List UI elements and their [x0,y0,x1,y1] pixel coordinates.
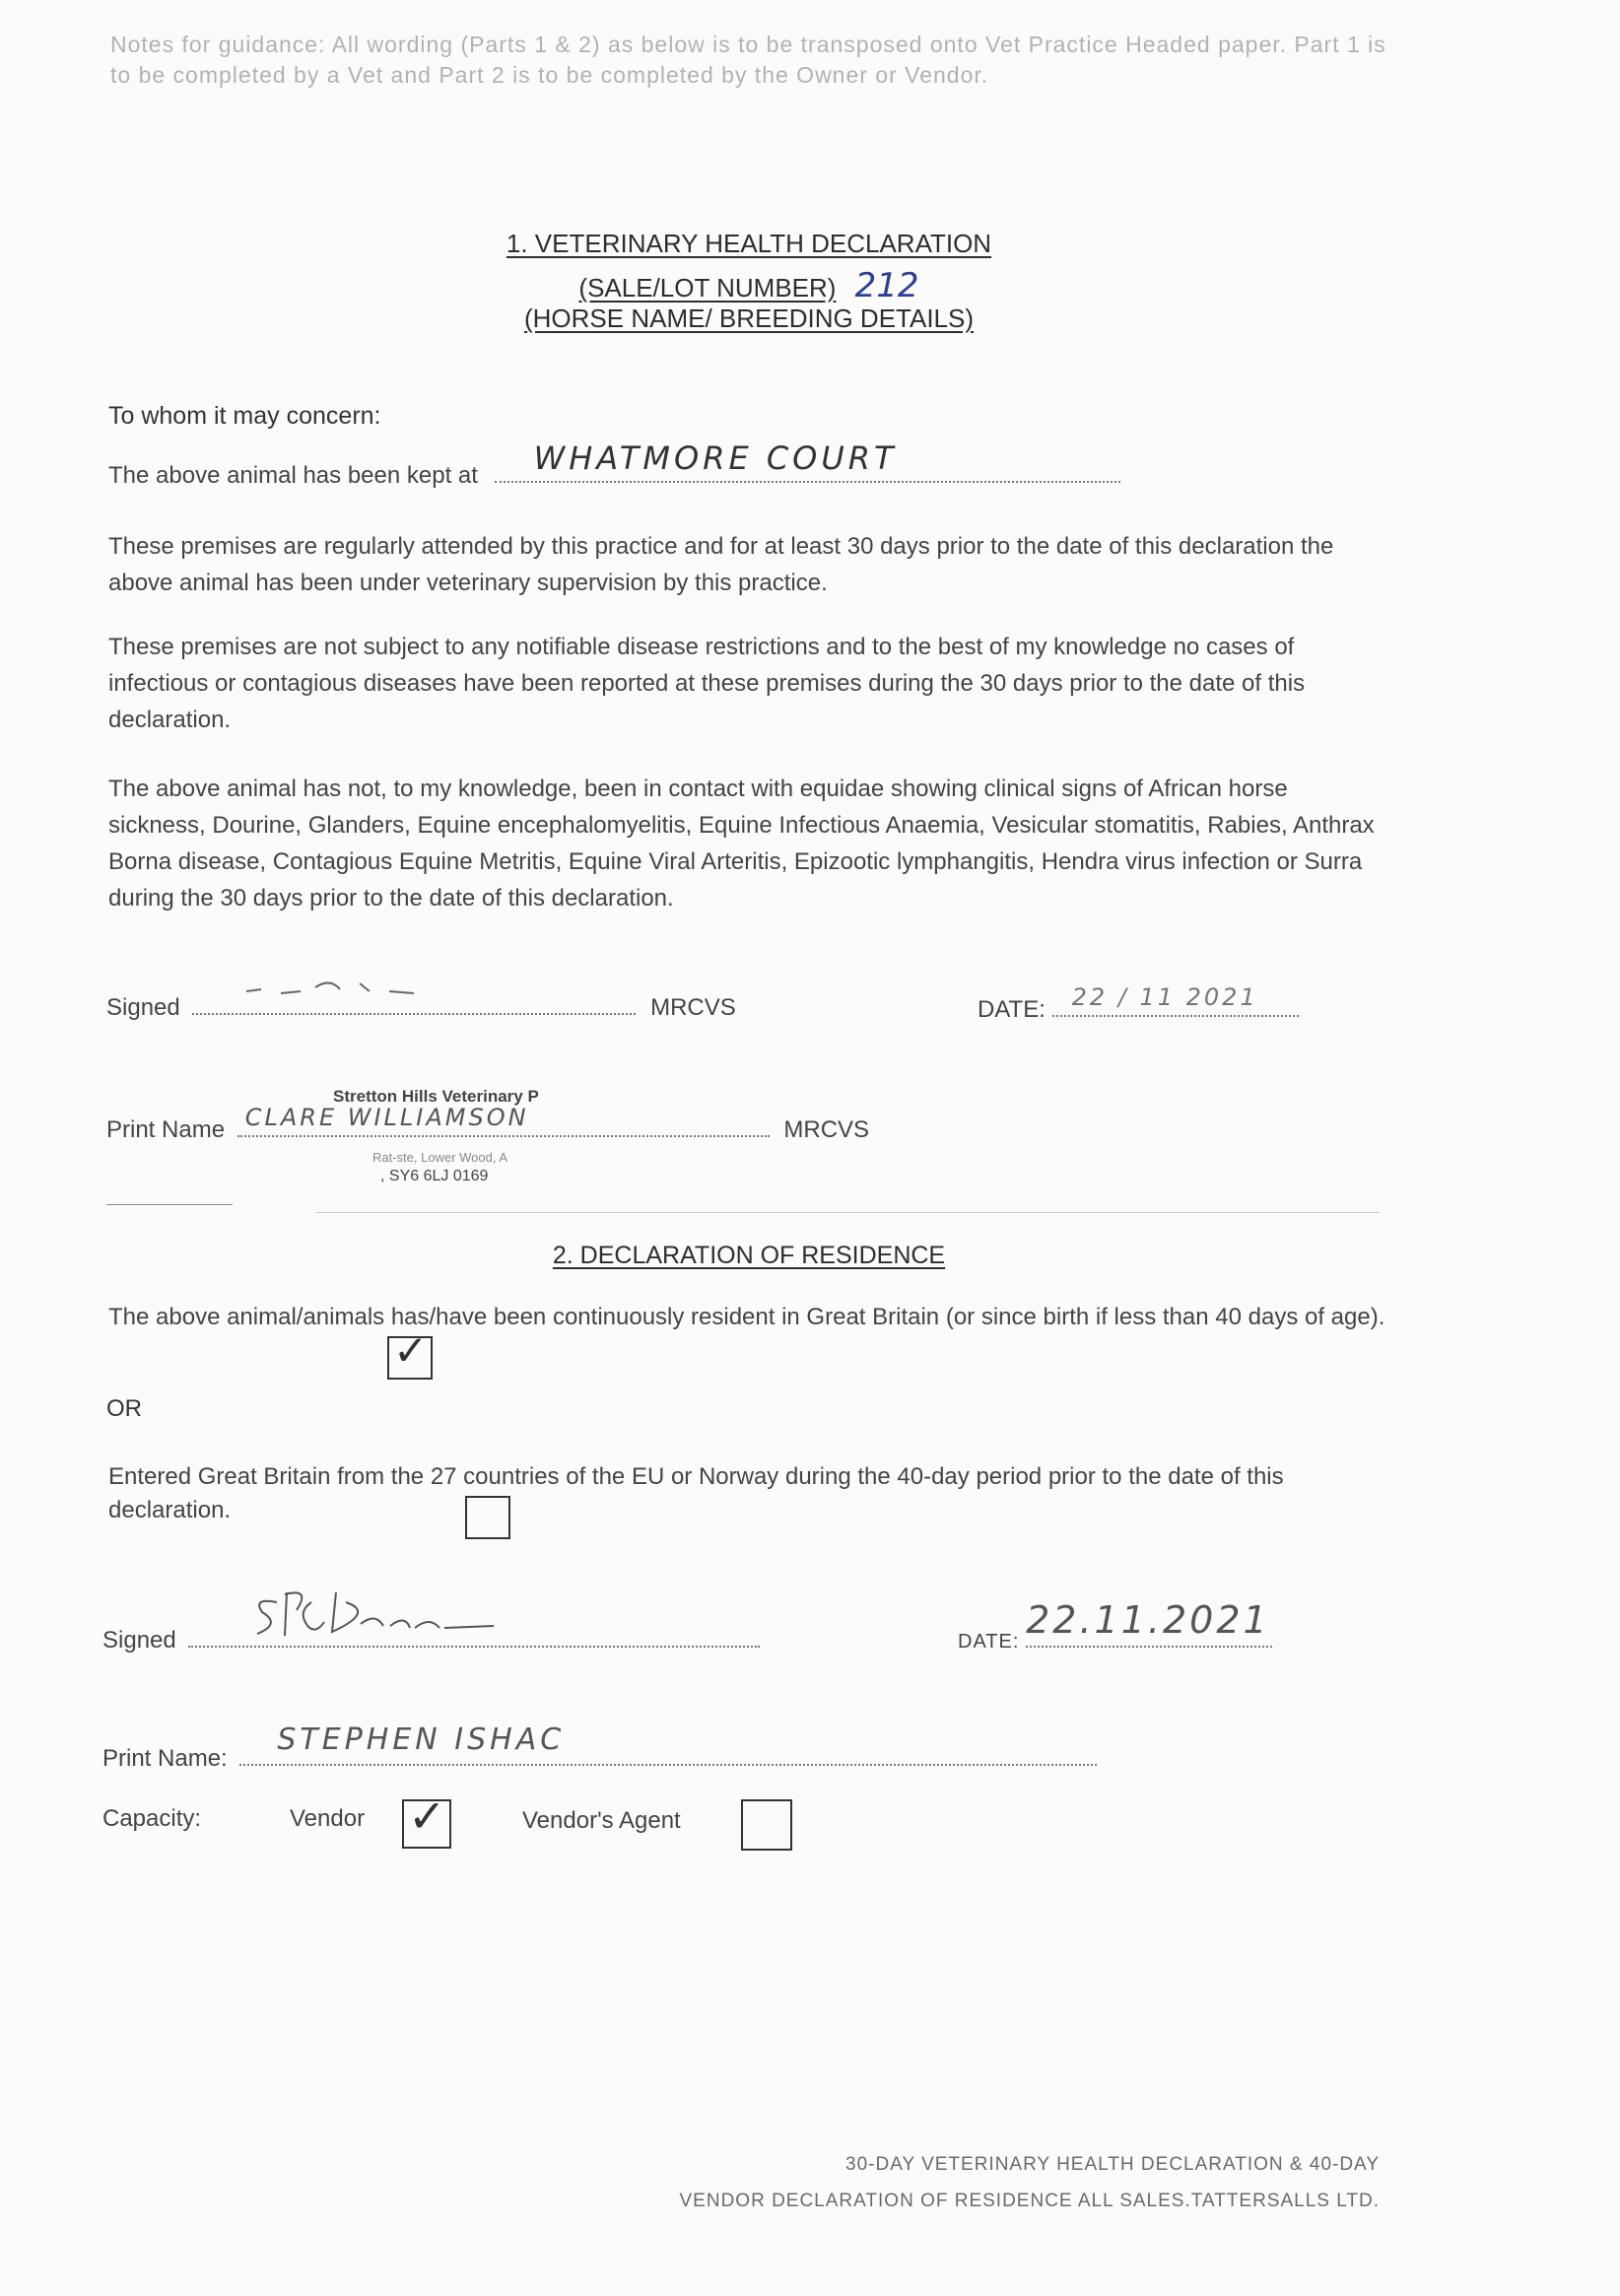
vet-print-name-value: CLARE WILLIAMSON [244,1104,529,1131]
vet-date-field [1052,983,1299,1017]
resident-tick-icon: ✓ [393,1327,429,1374]
vendor-print-name-row [102,1722,1097,1773]
contact-paragraph: The above animal has not, to my knowledge, been in contact with equidae showing clinical signs of African horse sickness, Dourine, Glanders, Equine encephalomyelitis, Equine Infectious Anaemia, Vesicular stomatitis, Rabies, Anthrax Borna disease, Contagious Equine Metritis, Equine Viral Arteritis, Epizootic lymphangitis, Hendra virus infection or Surra during the 30 days prior to the date of this declaration. [108,776,1375,912]
kept-at-label: The above animal has been kept at [108,462,478,489]
practice-stamp-line2: Rat-ste, Lower Wood, A [372,1150,508,1165]
kept-at-field [495,439,1120,483]
vendor-date-field [1026,1598,1272,1648]
capacity-label: Capacity: [102,1805,202,1832]
vendor-tick-icon: ✓ [408,1790,446,1842]
entered-checkbox[interactable] [465,1496,510,1539]
horse-name-label: (HORSE NAME/ BREEDING DETAILS) [523,304,975,333]
vendor-print-name-field [239,1722,1097,1766]
vendor-print-name-value: STEPHEN ISHAC [277,1722,566,1757]
vendor-signature-field [188,1622,760,1648]
vet-signed-label: Signed [106,994,180,1021]
vendor-date-label: DATE: [958,1631,1020,1653]
vendor-date-row [958,1598,1272,1654]
vendor-label: Vendor [290,1805,366,1832]
lot-number-value: 212 [854,266,919,305]
lot-number-line [0,266,1498,305]
vendor-date-value: 22.11.2021 [1026,1598,1270,1642]
section-divider-left [106,1204,233,1205]
guidance-notes: Notes for guidance: All wording (Parts 1 & 2) as below is to be transposed onto Vet Practice Headed paper. Part 1 is to be completed by a Vet and Part 2 is to be completed by the Owner or Vendor. [110,32,1386,88]
greeting: To whom it may concern: [108,402,381,430]
resident-checkbox[interactable] [387,1327,433,1380]
entered-text: Entered Great Britain from the 27 countries of the EU or Norway during the 40-day period prior to the date of this declaration. [108,1463,1284,1523]
vet-mrcvs-label: MRCVS [650,994,736,1021]
vet-print-name-label: Print Name [106,1116,226,1143]
or-label: OR [106,1395,142,1422]
footer-line2: VENDOR DECLARATION OF RESIDENCE ALL SALES.TATTERSALLS LTD. [679,2191,1380,2211]
practice-stamp-line1: Stretton Hills Veterinary P [333,1087,539,1106]
vet-date-row [978,983,1299,1024]
vendor-signed-row [102,1622,760,1654]
vet-signed-row [106,989,736,1022]
vendor-agent-checkbox[interactable] [741,1799,792,1851]
kept-at-row [108,439,1120,490]
vet-signature-field [192,989,636,1015]
vendor-agent-label: Vendor's Agent [522,1807,681,1834]
vet-signature-scribble [241,974,439,1003]
vet-print-name-field [237,1104,770,1137]
section1-title: 1. VETERINARY HEALTH DECLARATION [506,229,992,258]
resident-text: The above animal/animals has/have been continuously resident in Great Britain (or since birth if less than 40 days of age). [108,1304,1385,1330]
footer-line1: 30-DAY VETERINARY HEALTH DECLARATION & 40-DAY [845,2154,1380,2175]
vet-print-mrcvs-label: MRCVS [783,1116,870,1143]
vendor-print-name-label: Print Name: [102,1745,228,1772]
lot-number-label: (SALE/LOT NUMBER) [578,273,837,303]
vendor-signature-scribble [237,1583,513,1642]
practice-stamp-line3: , SY6 6LJ 0169 [380,1168,489,1184]
vet-date-label: DATE: [978,996,1046,1023]
vet-print-name-row [106,1104,870,1144]
section2-title: 2. DECLARATION OF RESIDENCE [552,1242,946,1269]
section-divider [315,1212,1380,1213]
vendor-signed-label: Signed [102,1627,176,1654]
disease-restriction-paragraph: These premises are not subject to any notifiable disease restrictions and to the best of my knowledge no cases of infectious or contagious diseases have been reported at these premises during the 30 days prior to the date of this declaration. [108,634,1306,733]
vendor-checkbox[interactable] [402,1790,451,1849]
vet-date-value: 22 / 11 2021 [1071,983,1258,1011]
kept-at-value: WHATMORE COURT [533,439,898,477]
supervision-paragraph: These premises are regularly attended by this practice and for at least 30 days prior to the date of this declaration the above animal has been under veterinary supervision by this practice. [108,533,1334,596]
